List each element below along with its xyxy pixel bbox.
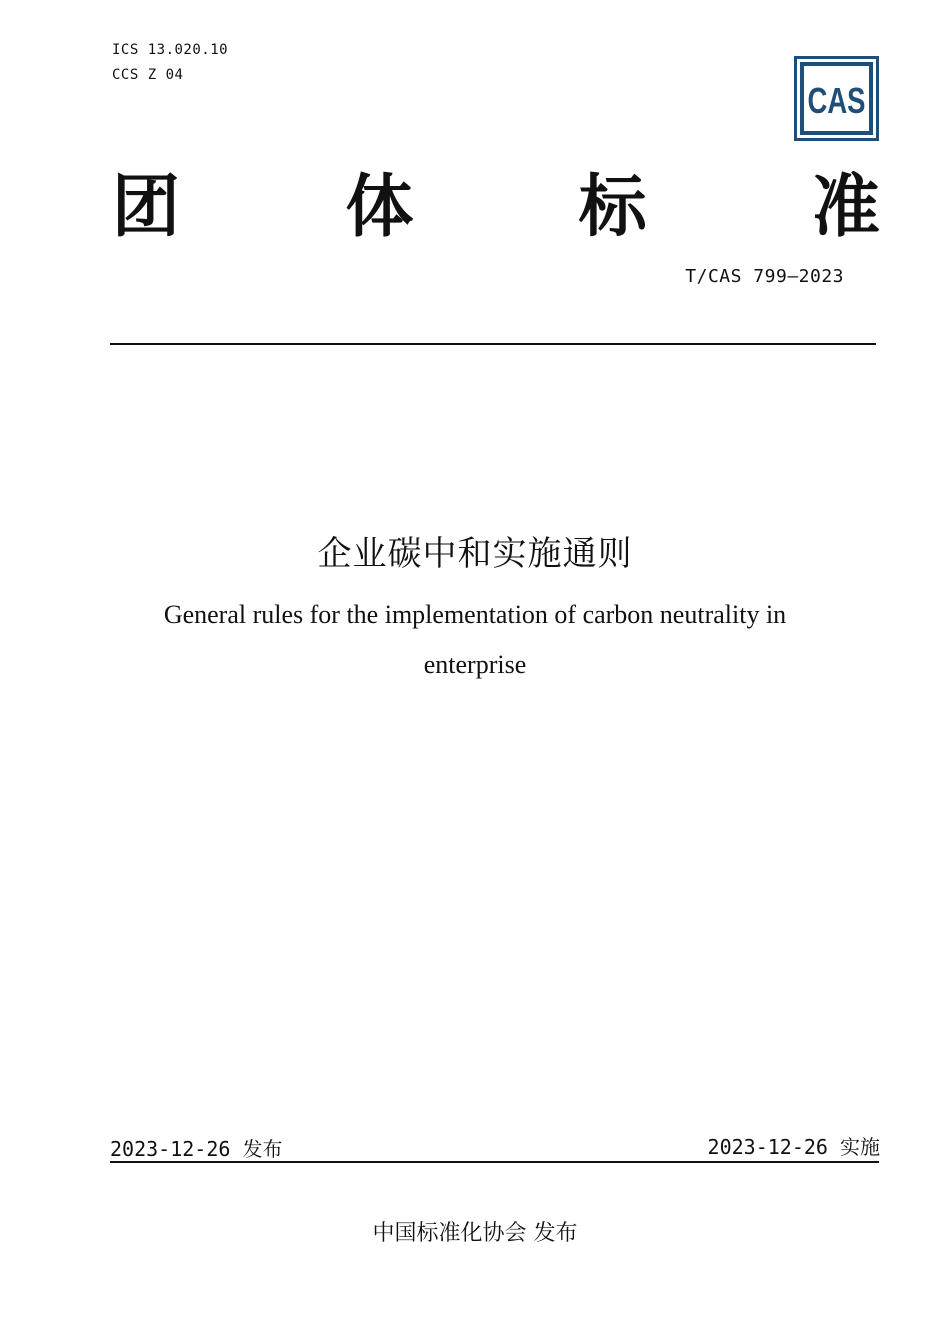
ccs-code: CCS Z 04	[112, 67, 184, 83]
standard-type-char: 标	[578, 168, 647, 247]
top-divider	[110, 343, 876, 345]
title-english: General rules for the implementation of carbon neutrality in enterprise	[163, 600, 787, 679]
standard-type-char: 准	[811, 168, 880, 247]
standard-type-heading	[112, 168, 880, 248]
title-chinese: 企业碳中和实施通则	[317, 534, 633, 574]
standard-type-char: 体	[345, 168, 414, 247]
publish-date: 2023-12-26 发布	[110, 1137, 283, 1161]
standard-number: T/CAS 799—2023	[685, 266, 844, 287]
logo-text: CAS	[807, 80, 866, 121]
cas-logo	[794, 56, 879, 141]
ics-code: ICS 13.020.10	[112, 42, 229, 58]
publisher: 中国标准化协会 发布	[372, 1221, 578, 1246]
standard-type-char: 团	[112, 168, 181, 247]
implementation-date: 2023-12-26 实施	[707, 1135, 880, 1159]
bottom-divider	[110, 1161, 879, 1163]
